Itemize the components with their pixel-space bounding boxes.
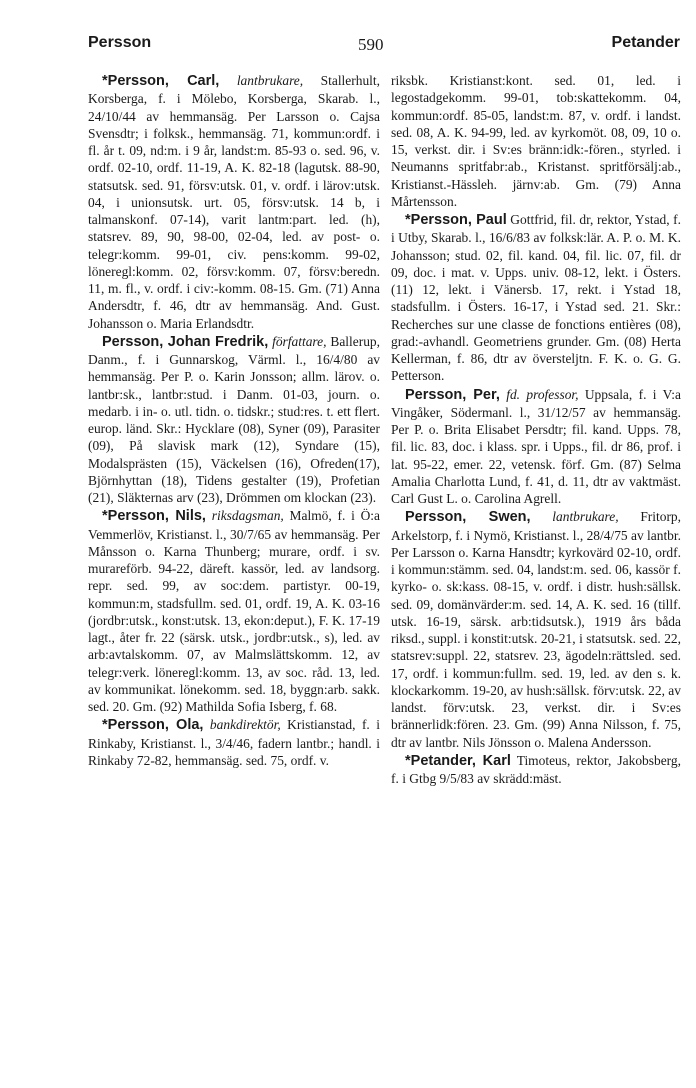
entry-name: *Petander, Karl xyxy=(405,752,511,769)
entry-text: Malmö, f. i Ö:a Vemmerlöv, Kristianst. l., 30/7/65 av hemmansäg. Per Månsson o. Karna Thunberg; murare, ordf. i sv. murareförb. 94-22, däreft. kassör, led. av landsorg. repr. sed. 99, av soc:dem. partistyr. 00-19, kommun:m, stadsfullm. sed. 01, ordf. 19, A. K. 03-16 (jordbr:utsk., konst:utsk. 13, ekon:deput.), F. K. 17-19 lagt., åter fr. 22 (särsk. utsk., jordbr:utsk., s), led. av arb:avtalskomm. 07, av Malmslättskomm. 12, av telegr:verk. löneregl:komm. 13, av soc. råd. 13, led. av kommunikat. lönekomm. sed. 18, byggn:arb. sakk. sed. 20. Gm. (92) Mathilda Sofia Isberg, f. 68. xyxy=(88,508,380,714)
entry-title: lantbrukare, xyxy=(236,73,304,88)
entry-persson-paul xyxy=(391,211,681,385)
entry-text: Fritorp, Arkelstorp, f. i Nymö, Kristianst. l., 28/4/75 av lantbr. Per Larsson o. Karna Hansdtr; kyrkovärd 02-10, ordf. i kommun:stämm. sed. 04, landst:m. sed. 06, kassör f. kyrko- o. sk:kass. 08-15, v. ordf. i distr. hush:sällsk. sed. 09, domänvärder:m. sed. 14, A. K. sed. 16 (tillf. utsk. 16-19, särsk. arb:tidsutsk.), 1919 års båda riksd., suppl. i konstit:utsk. 20-21, i statsutsk. sed. 22, statsrev:suppl. 22, statsrev. 23, ägodeln:rättsled. sed. 17, ordf. i kommun:fullm. sed. 19, led. av den s. k. klockarkomm. 19-20, av hush:sällsk. förv:utsk. 22, av landst. förv:utsk. 23, verkst. dir. i Sv:es brännerlidk:fören. 23. Gm. (99) Anna Nilsson, f. 75, dtr av lantbr. Nils Jönsson o. Malena Andersson. xyxy=(391,509,682,750)
running-head-left: Persson xyxy=(88,34,152,51)
right-column xyxy=(391,72,681,788)
entry-name: *Persson, Carl, xyxy=(102,73,220,89)
entry-title: bankdirektör, xyxy=(209,717,281,733)
entry-persson-johan-fredrik xyxy=(88,333,380,507)
entry-text: Ballerup, Danm., f. i Gunnarskog, Värml. l., 16/4/80 av hemmansäg. Per P. o. Karin Jonsson; allm. lärov. o. lantbr:sk., lantbr:stud. i Danm. 01-03, journ. o. medarb. i in- o. utl. tidn. o. tidskr.; stud:res. t. ett flert. europ. länd. Skr.: Hycklare (08), Syner (09), Parasiter (09), På slavisk mark (12), Syndare (15), Modalsprästen (15), Väckelsen (16), Ofreden(17), Björnhyttan (18), Tidens gestalter (19), Profetian (21), Släkternas arv (23), Drömmen om klockan (23). xyxy=(88,333,380,505)
entry-persson-per xyxy=(391,386,681,508)
entry-title: författare, xyxy=(272,333,327,349)
entry-persson-swen xyxy=(391,508,681,751)
running-head-right: Petander xyxy=(611,34,680,51)
page-number: 590 xyxy=(358,35,384,54)
entry-title: lantbrukare, xyxy=(552,509,619,525)
left-column xyxy=(88,72,380,770)
page-header xyxy=(88,34,680,60)
entry-text: Kristianstad, f. i Rinkaby, Kristianst. l., 3/4/46, fadern lantbr.; handl. i Rinkaby 72-82, hemmansäg. sed. 75, ordf. v. xyxy=(88,717,380,768)
entry-text: Uppsala, f. i V:a Vingåker, Södermanl. l., 31/12/57 av hemmansäg. Per P. o. Brita Elisabet Persdtr; fil. kand. Upps. 78, fil. lic. 83, doc. i klass. spr. i Upps., fil. dr 86, prof. i lat. 95-22, emer. 22, vetensk. förf. Gm. (87) Selma Amalia Charlotta Lund, f. 41, d. 11, dtr av vaktmäst. Carl Gust L. o. Carolina Agrell. xyxy=(391,386,682,506)
entry-text: Gottfrid, fil. dr, rektor, Ystad, f. i Utby, Skarab. l., 16/6/83 av folksk:lär. A. P. o. M. K. Johansson; stud. 02, fil. kand. 04, fil. lic. 07, fil. dr 09, doc. i mat. v. Upps. univ. 08-12, lekt. i Östers. (11) 12, lekt. i Vänersb. 17, rekt. i Ystad 18, stadsfullm. i Östers. 16-17, i Ystad sed. 21. Skr.: Recherches sur une classe de fonctions entières (08), grad:-avhandl. Geometriens grunder. Gm. (08) Herta Kellerman, f. 86, dtr av översteljtn. F. K. o. G. G. Petterson. xyxy=(391,212,682,384)
entry-text: riksbk. Kristianst:kont. sed. 01, led. i legostadgekomm. 99-01, tob:skattekomm. 04, kommun:ordf. 85-05, landst:m. 87, v. ordf. i landst. sed. 08, A. K. 94-99, led. av kyrkomöt. 08, 09, 10 o. 15, verkst. dir. i Sv:es bränn:idk:-fören., styrled. i Neumanns spritfabr:ab., Kristanst. spritförsälj:ab., Kristianst.-Hässleh. järnv:ab. Gm. (79) Anna Mårtensson. xyxy=(391,73,681,209)
entry-title: fd. professor, xyxy=(506,386,579,402)
entry-name: *Persson, Paul xyxy=(405,212,507,228)
entry-persson-carl xyxy=(88,72,380,332)
entry-name: Persson, Swen, xyxy=(405,509,531,526)
entry-name: Persson, Johan Fredrik, xyxy=(102,333,269,350)
entry-name: *Persson, Nils, xyxy=(102,508,206,525)
entry-name: Persson, Per, xyxy=(405,386,500,403)
entry-name: *Persson, Ola, xyxy=(102,717,204,734)
entry-persson-ola xyxy=(88,716,380,769)
entry-petander-karl xyxy=(391,752,681,788)
entry-title: riksdagsman, xyxy=(211,508,284,524)
entry-text: Timoteus, rektor, Jakobsberg, f. i Gtbg 9/5/83 av skrädd:mäst. xyxy=(391,752,681,786)
entry-persson-nils xyxy=(88,507,380,715)
entry-text: Stallerhult, Korsberga, f. i Mölebo, Korsberga, Skarab. l., 24/10/44 av hemmansäg. Per Larsson o. Cajsa Svensdtr; i folksk., hemmansäg. 71, kommun:ordf. i fl. år t. 09, nd:m. i 9 år, landst:m. 85-93 o. sed. 96, v. ordf. 02-10, ordf. 11-19, A. K. 82-18 (lagutsk. 88-90, statsutsk. sed. 91, försv:utsk. 01, v. ordf. i lärov:utsk. 04, i unionsutsk. urt. 05, försv:utsk. 14 b, i talmanskonf. 07-14), varit lantm:part. led. (h), statsrev. 89, 90, 98-00, 02-04, led. av post- o. telegr:komm. 99-01, civ. pens:komm. 99-02, löneregl:komm. 02, försv:komm. 07, försv:beredn. 11, m. fl., v. ordf. i civ:-komm. 08-15. Gm. (71) Anna Andersdtr, f. 46, dtr av hemmansäg. And. Gust. Johansson o. Maria Erlandsdtr. xyxy=(88,73,380,331)
entry-continuation-persson-ola xyxy=(391,72,681,210)
